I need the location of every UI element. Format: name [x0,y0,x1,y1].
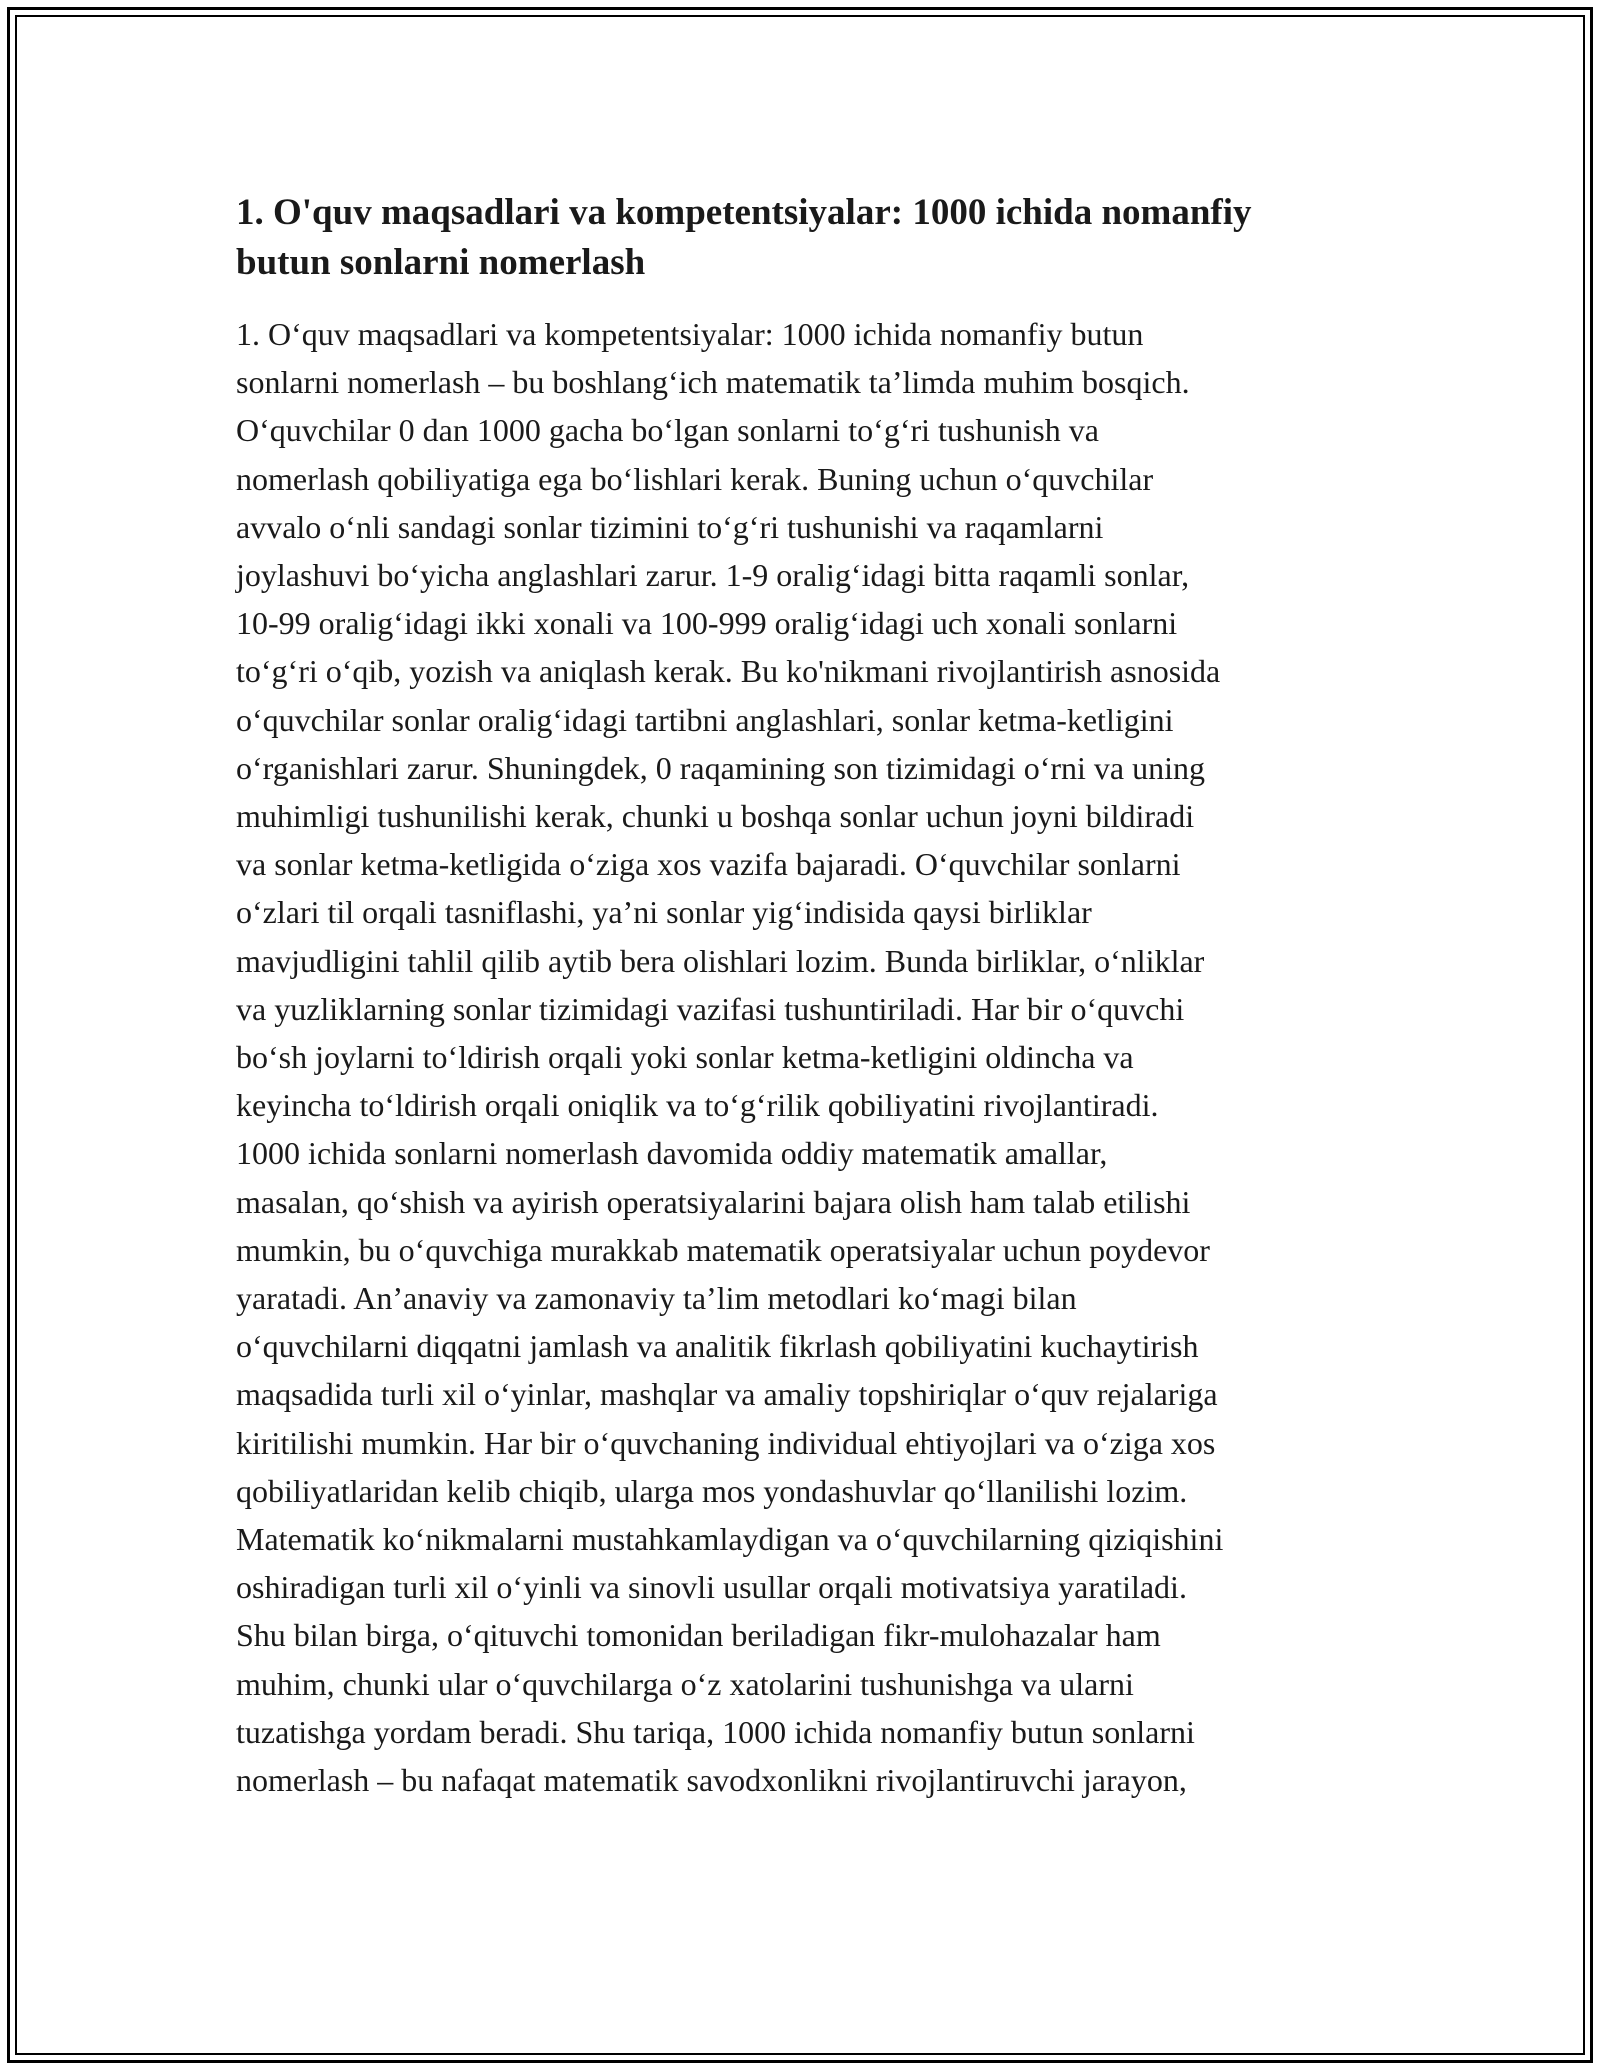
body-text-line: bo‘sh joylarni to‘ldirish orqali yoki sonlar ketma-ketligini oldincha va [236,1039,1134,1076]
body-text-line: o‘rganishlari zarur. Shuningdek, 0 raqamining son tizimidagi o‘rni va uning [236,749,1205,786]
body-text-line: maqsadida turli xil o‘yinlar, mashqlar va amaliy topshiriqlar o‘quv rejalariga [236,1376,1218,1413]
body-text-line: tuzatishga yordam beradi. Shu tariqa, 1000 ichida nomanfiy butun sonlarni [236,1713,1195,1750]
body-text-line: to‘g‘ri o‘qib, yozish va aniqlash kerak. Bu ko'nikmani rivojlantirish asnosida [236,653,1221,690]
body-text-line: va yuzliklarning sonlar tizimidagi vazifasi tushuntiriladi. Har bir o‘quvchi [236,990,1185,1027]
body-text-line: muhimligi tushunilishi kerak, chunki u boshqa sonlar uchun joyni bildiradi [236,798,1195,835]
body-text-line: keyincha to‘ldirish orqali oniqlik va to‘g‘rilik qobiliyatini rivojlantiradi. [236,1087,1159,1124]
body-text-line: mumkin, bu o‘quvchiga murakkab matematik operatsiyalar uchun poydevor [236,1231,1210,1268]
body-text-line: 1000 ichida sonlarni nomerlash davomida oddiy matematik amallar, [236,1135,1108,1172]
body-text-line: avvalo o‘nli sandagi sonlar tizimini to‘g‘ri tushunishi va raqamlarni [236,508,1104,545]
body-text-line: Matematik ko‘nikmalarni mustahkamlaydigan va o‘quvchilarning qiziqishini [236,1521,1224,1558]
body-text-line: va sonlar ketma-ketligida o‘ziga xos vazifa bajaradi. O‘quvchilar sonlarni [236,846,1181,883]
body-text-line: masalan, qo‘shish va ayirish operatsiyalarini bajara olish ham talab etilishi [236,1183,1191,1220]
body-text-line: O‘quvchilar 0 dan 1000 gacha bo‘lgan sonlarni to‘g‘ri tushunish va [236,412,1099,449]
body-text-line: nomerlash – bu nafaqat matematik savodxonlikni rivojlantiruvchi jarayon, [236,1762,1187,1799]
body-text-line: sonlarni nomerlash – bu boshlang‘ich matematik ta’limda muhim bosqich. [236,364,1190,401]
document-content [236,188,1386,1804]
body-text-line: nomerlash qobiliyatiga ega bo‘lishlari kerak. Buning uchun o‘quvchilar [236,460,1154,497]
body-text-line: muhim, chunki ular o‘quvchilarga o‘z xatolarini tushunishga va ularni [236,1665,1134,1702]
body-text-line: yaratadi. An’anaviy va zamonaviy ta’lim metodlari ko‘magi bilan [236,1280,1077,1317]
body-text-line: oshiradigan turli xil o‘yinli va sinovli usullar orqali motivatsiya yaratiladi. [236,1569,1187,1606]
body-text-line: 10-99 oralig‘idagi ikki xonali va 100-999 oralig‘idagi uch xonali sonlarni [236,605,1178,642]
document-body [236,310,1386,1804]
body-text-line: qobiliyatlaridan kelib chiqib, ularga mos yondashuvlar qo‘llanilishi lozim. [236,1472,1188,1509]
body-text-line: o‘zlari til orqali tasniflashi, ya’ni sonlar yig‘indisida qaysi birliklar [236,894,1092,931]
body-text-line: o‘quvchilarni diqqatni jamlash va analitik fikrlash qobiliyatini kuchaytirish [236,1328,1199,1365]
body-text-line: 1. O‘quv maqsadlari va kompetentsiyalar: 1000 ichida nomanfiy butun [236,316,1144,352]
document-title: 1. O'quv maqsadlari va kompetentsiyalar: 1000 ichida nomanfiy butun sonlarni nomerlash [236,192,1252,283]
body-text-line: mavjudligini tahlil qilib aytib bera olishlari lozim. Bunda birliklar, o‘nliklar [236,942,1205,979]
body-text-line: kiritilishi mumkin. Har bir o‘quvchaning individual ehtiyojlari va o‘ziga xos [236,1424,1216,1461]
body-text-line: o‘quvchilar sonlar oralig‘idagi tartibni anglashlari, sonlar ketma-ketligini [236,701,1174,738]
body-text-line: Shu bilan birga, o‘qituvchi tomonidan beriladigan fikr-mulohazalar ham [236,1617,1161,1654]
body-text-line: joylashuvi bo‘yicha anglashlari zarur. 1-9 oralig‘idagi bitta raqamli sonlar, [236,557,1190,594]
